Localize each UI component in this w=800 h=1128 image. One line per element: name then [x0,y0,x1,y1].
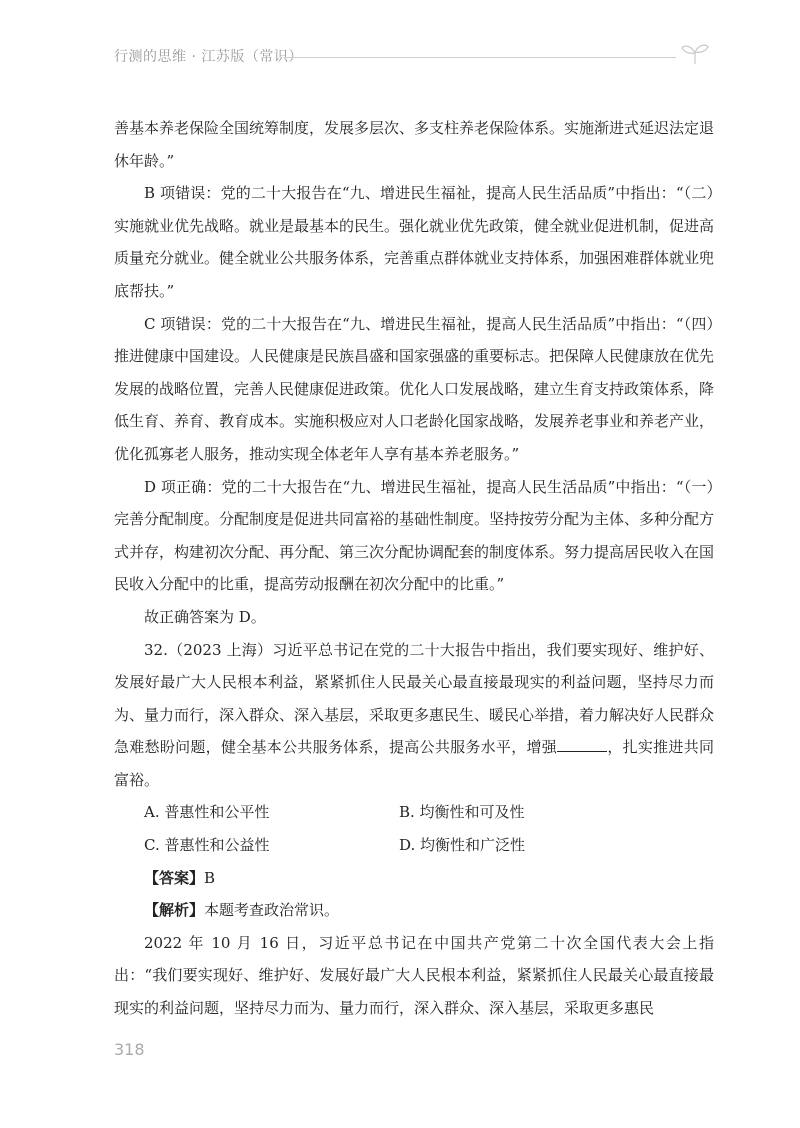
answer-line [114,862,714,895]
page-header [114,38,714,78]
header-divider [284,57,676,58]
paragraph-option-c: C 项错误：党的二十大报告在“九、增进民生福祉，提高人民生活品质”中指出：“（四）推进健康中国建设。人民健康是民族昌盛和国家强盛的重要标志。把保障人民健康放在优先发展的战略位置，完善人民健康促进政策。优化人口发展战略，建立生育支持政策体系，降低生育、养育、教育成本。实施积极应对人口老龄化国家战略，发展养老事业和养老产业，优化孤寡老人服务，推动实现全体老年人享有基本养老服务。” [114,314,715,463]
paragraph-conclusion: 故正确答案为 D。 [144,607,266,626]
answer-options [114,796,714,861]
analysis-text: 本题考查政治常识。 [204,901,340,920]
closing-paragraph: 2022 年 10 月 16 日，习近平总书记在中国共产党第二十次全国代表大会上指出：“我们要实现好、维护好、发展好最广大人民根本利益，紧紧抓住人民最关心最直接最现实的利益问题，坚持尽力而为、量力而行，深入群众、深入基层，采取更多惠民 [114,933,714,1018]
paragraph-option-d: D 项正确：党的二十大报告在“九、增进民生福祉，提高人民生活品质”中指出：“（一）完善分配制度。分配制度是促进共同富裕的基础性制度。坚持按劳分配为主体、多种分配方式并存，构建初次分配、再分配、第三次分配协调配套的制度体系。努力提高居民收入在国民收入分配中的比重，提高劳动报酬在初次分配中的比重。” [114,477,715,594]
answer-value: B [204,868,216,887]
answer-label: 【答案】 [144,868,205,887]
question-text-tail: ，扎实推进共同富裕。 [114,738,714,789]
page-content [114,112,714,1025]
option-c: C. 普惠性和公益性 [144,836,270,855]
fill-in-blank [557,737,607,752]
sprout-icon [680,40,710,66]
option-d: D. 均衡性和广泛性 [399,836,526,855]
page-number: 318 [114,1040,145,1059]
analysis-label: 【解析】 [144,901,205,920]
question-32 [114,634,714,797]
book-title: 行测的思维 · 江苏版（常识） [114,49,303,65]
paragraph-continuation: 善基本养老保险全国统筹制度，发展多层次、多支柱养老保险体系。实施渐进式延迟法定退休年龄。” [114,119,715,170]
paragraph-option-b: B 项错误：党的二十大报告在“九、增进民生福祉，提高人民生活品质”中指出：“（二）实施就业优先战略。就业是最基本的民生。强化就业优先政策，健全就业促进机制，促进高质量充分就业。健全就业公共服务体系，完善重点群体就业支持体系，加强困难群体就业兜底帮扶。” [114,184,715,300]
analysis-line [114,894,714,927]
question-text: 32.（2023 上海）习近平总书记在党的二十大报告中指出，我们要实现好、维护好、发展好最广大人民根本利益，紧紧抓住人民最关心最直接最现实的利益问题，坚持尽力而为、量力而行，深入群众、深入基层，采取更多惠民生、暖民心举措，着力解决好人民群众急难愁盼问题，健全基本公共服务体系，提高公共服务水平，增强 [114,640,715,757]
option-a: A. 普惠性和公平性 [144,803,270,822]
option-b: B. 均衡性和可及性 [399,803,525,822]
